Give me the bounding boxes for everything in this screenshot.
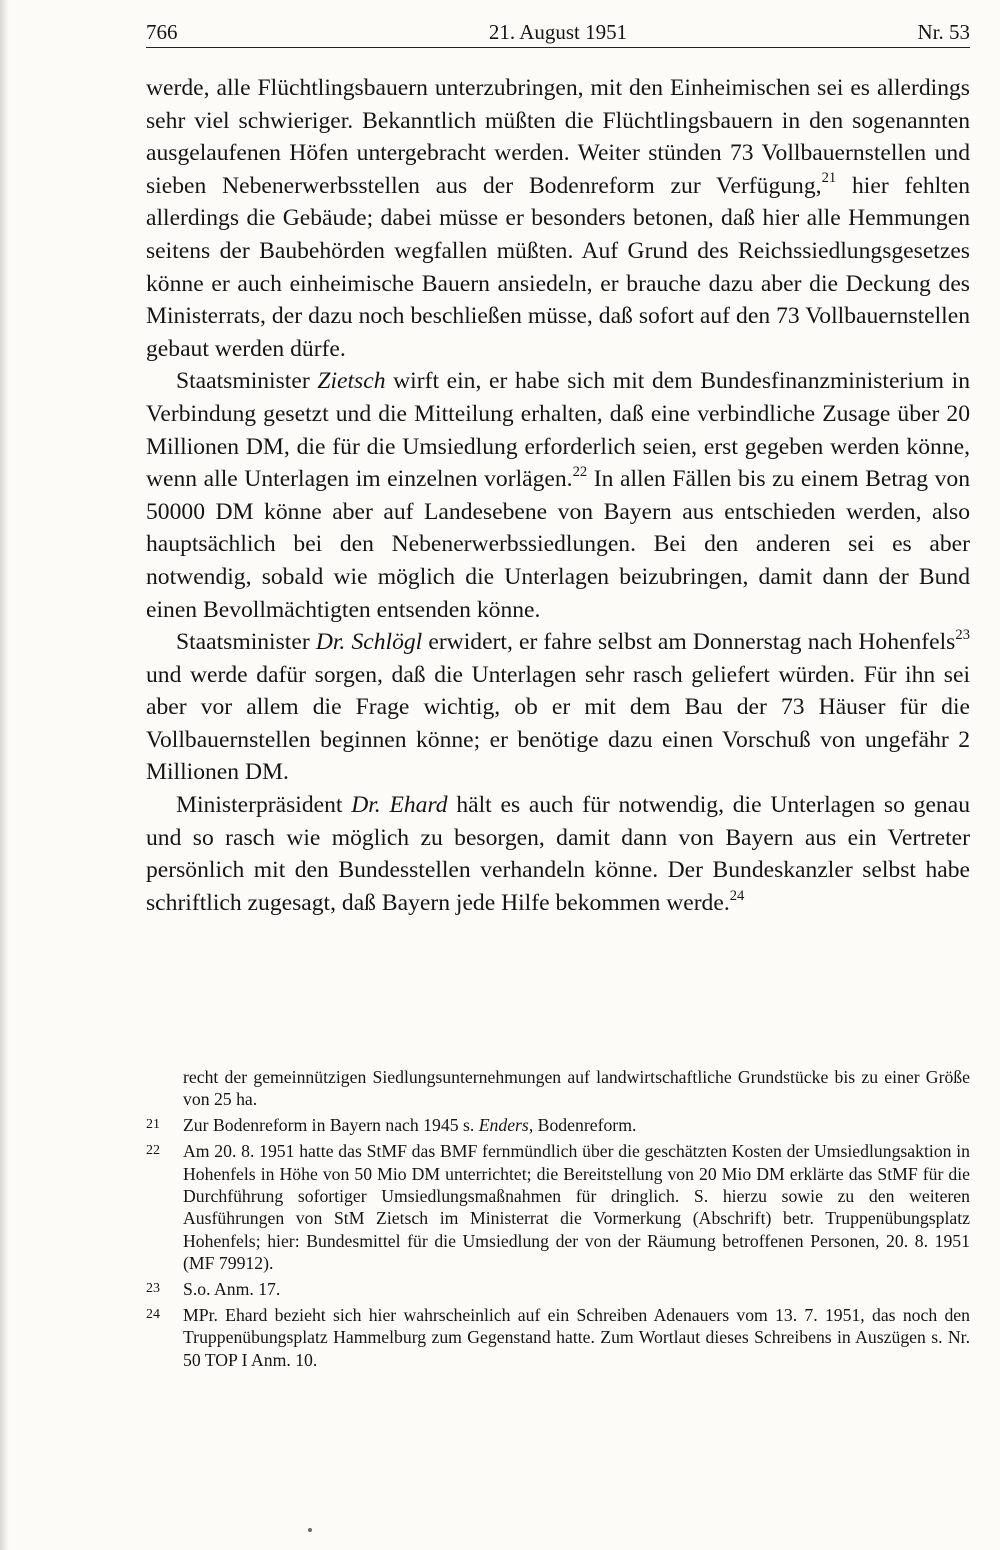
footnote-ref-24: 24 (729, 887, 745, 904)
paragraph-3-text-b: erwidert, er fahre selbst am Donnerstag nach Hohenfels (422, 629, 956, 656)
footnote-22 (146, 1140, 970, 1274)
paragraph-2-text-c: In allen Fällen bis zu einem Betrag von 50000 DM könne aber auf Landesebene von Bayern aus entschieden werden, also hauptsächlich bei den Nebenerwerbssiedlungen. Bei den anderen sei es aber notwendig, sobald wie möglich die Unterlagen beizubringen, damit dann der Bund einen Bevollmächtigten entsenden könne. (146, 466, 970, 623)
body-text (146, 72, 970, 919)
paragraph-2-text-b: wirft ein, er habe sich mit dem Bundesfinanzministerium in Verbindung gesetzt und die Mitteilung erhalten, daß eine verbindliche Zusage über 20 Millionen DM, die für die Umsiedlung erforderlich seien, erst gegeben werden könne, wenn alle Unterlagen im einzelnen vorlägen. (146, 368, 970, 493)
footnote-number: 24 (146, 1307, 160, 1323)
paragraph-1 (146, 72, 970, 365)
paragraph-2-text-a: Staatsminister (176, 368, 318, 395)
scan-edge-shadow (0, 0, 9, 1550)
header-date: 21. August 1951 (488, 20, 628, 44)
speaker-name: Zietsch (317, 368, 386, 395)
footnote-ref-21: 21 (821, 170, 837, 187)
paragraph-2 (146, 365, 970, 626)
footnote-21-author: Enders (478, 1115, 529, 1136)
paragraph-3-text-c: und werde dafür sorgen, daß die Unterlagen sehr rasch geliefert würden. Für ihn sei aber vor allem die Frage wichtig, ob er mit dem Bau der 73 Häuser für die Vollbauernstellen beginnen könne; er benötige dazu einen Vorschuß von ungefähr 2 Millionen DM. (146, 661, 970, 786)
paragraph-4-text-a: Ministerpräsident (176, 792, 352, 819)
paragraph-1-text-b: hier fehlten allerdings die Gebäude; dabei müsse er besonders betonen, daß hier alle Hemmungen seitens der Baubehörden wegfallen müßten. Auf Grund des Reichssiedlungsgesetzes könne er auch einheimische Bauern ansiedeln, er brauche dazu aber die Deckung des Ministerrats, der dazu noch beschließen müsse, daß sofort auf den 73 Vollbauernstellen gebaut werden dürfe. (146, 172, 970, 362)
paragraph-4 (146, 789, 970, 919)
footnote-21 (146, 1114, 970, 1136)
footnote-21-text-a: Zur Bodenreform in Bayern nach 1945 s. (183, 1115, 479, 1136)
footnote-number: 22 (146, 1143, 160, 1159)
paragraph-1-text-a: werde, alle Flüchtlingsbauern unterzubringen, mit den Einheimischen sei es allerdings sehr viel schwieriger. Bekanntlich müßten die Flüchtlingsbauern in den sogenannten ausgelaufenen Höfen untergebracht werden. Weiter stünden 73 Vollbauernstellen und sieben Nebenerwerbsstellen aus der Bodenreform zur Verfügung, (146, 75, 970, 199)
speaker-name: Dr. Ehard (351, 792, 448, 819)
footnote-21-text-b: , Bodenreform. (528, 1115, 637, 1136)
footnote-23 (146, 1278, 970, 1300)
header-rule (146, 47, 970, 48)
page-number: 766 (146, 20, 178, 44)
footnote-ref-23: 23 (955, 626, 970, 643)
footnote-number: 21 (146, 1117, 160, 1133)
paragraph-3-text-a: Staatsminister (176, 629, 316, 656)
footnote-24-text: MPr. Ehard bezieht sich hier wahrscheinlich auf ein Schreiben Adenauers vom 13. 7. 1951, das noch den Truppenübungsplatz Hammelburg zum Gegenstand hatte. Zum Wortlaut dieses Schreibens in Auszügen s. Nr. 50 TOP I Anm. 10. (183, 1305, 970, 1370)
footnote-23-text: S.o. Anm. 17. (183, 1279, 281, 1300)
footnote-24 (146, 1304, 970, 1371)
footnotes (146, 1066, 970, 1375)
footnote-continued (146, 1066, 970, 1111)
footnote-ref-22: 22 (572, 463, 588, 480)
speaker-name: Dr. Schlögl (315, 629, 423, 656)
footnote-number: 23 (146, 1281, 160, 1297)
footnote-continued-text: recht der gemeinnützigen Siedlungsunternehmungen auf landwirtschaftliche Grundstücke bis zu einer Größe von 25 ha. (183, 1067, 970, 1110)
scan-speck (308, 1528, 312, 1532)
footnote-22-text: Am 20. 8. 1951 hatte das StMF das BMF fernmündlich über die geschätzten Kosten der Umsiedlungsaktion in Hohenfels in Höhe von 50 Mio DM unterrichtet; die Bereitstellung von 20 Mio DM erklärte das StMF für die Durchführung sofortiger Umsiedlungsmaßnahmen für dringlich. S. hierzu sowie zu den weiteren Ausführungen von StM Zietsch im Ministerrat die Vormerkung (Abschrift) betr. Truppenübungsplatz Hohenfels; hier: Bundesmittel für die Umsiedlung der von der Räumung betroffenen Personen, 20. 8. 1951 (MF 79912). (183, 1141, 970, 1274)
paragraph-4-text-b: hält es auch für notwendig, die Unterlagen so genau und so rasch wie möglich zu besorgen, damit dann von Bayern aus ein Vertreter persönlich mit den Bundesstellen verhandeln könne. Der Bundeskanzler selbst habe schriftlich zugesagt, daß Bayern jede Hilfe bekommen werde. (146, 792, 971, 916)
running-head (146, 18, 970, 46)
document-number: Nr. 53 (917, 20, 970, 44)
paragraph-3 (146, 626, 970, 789)
